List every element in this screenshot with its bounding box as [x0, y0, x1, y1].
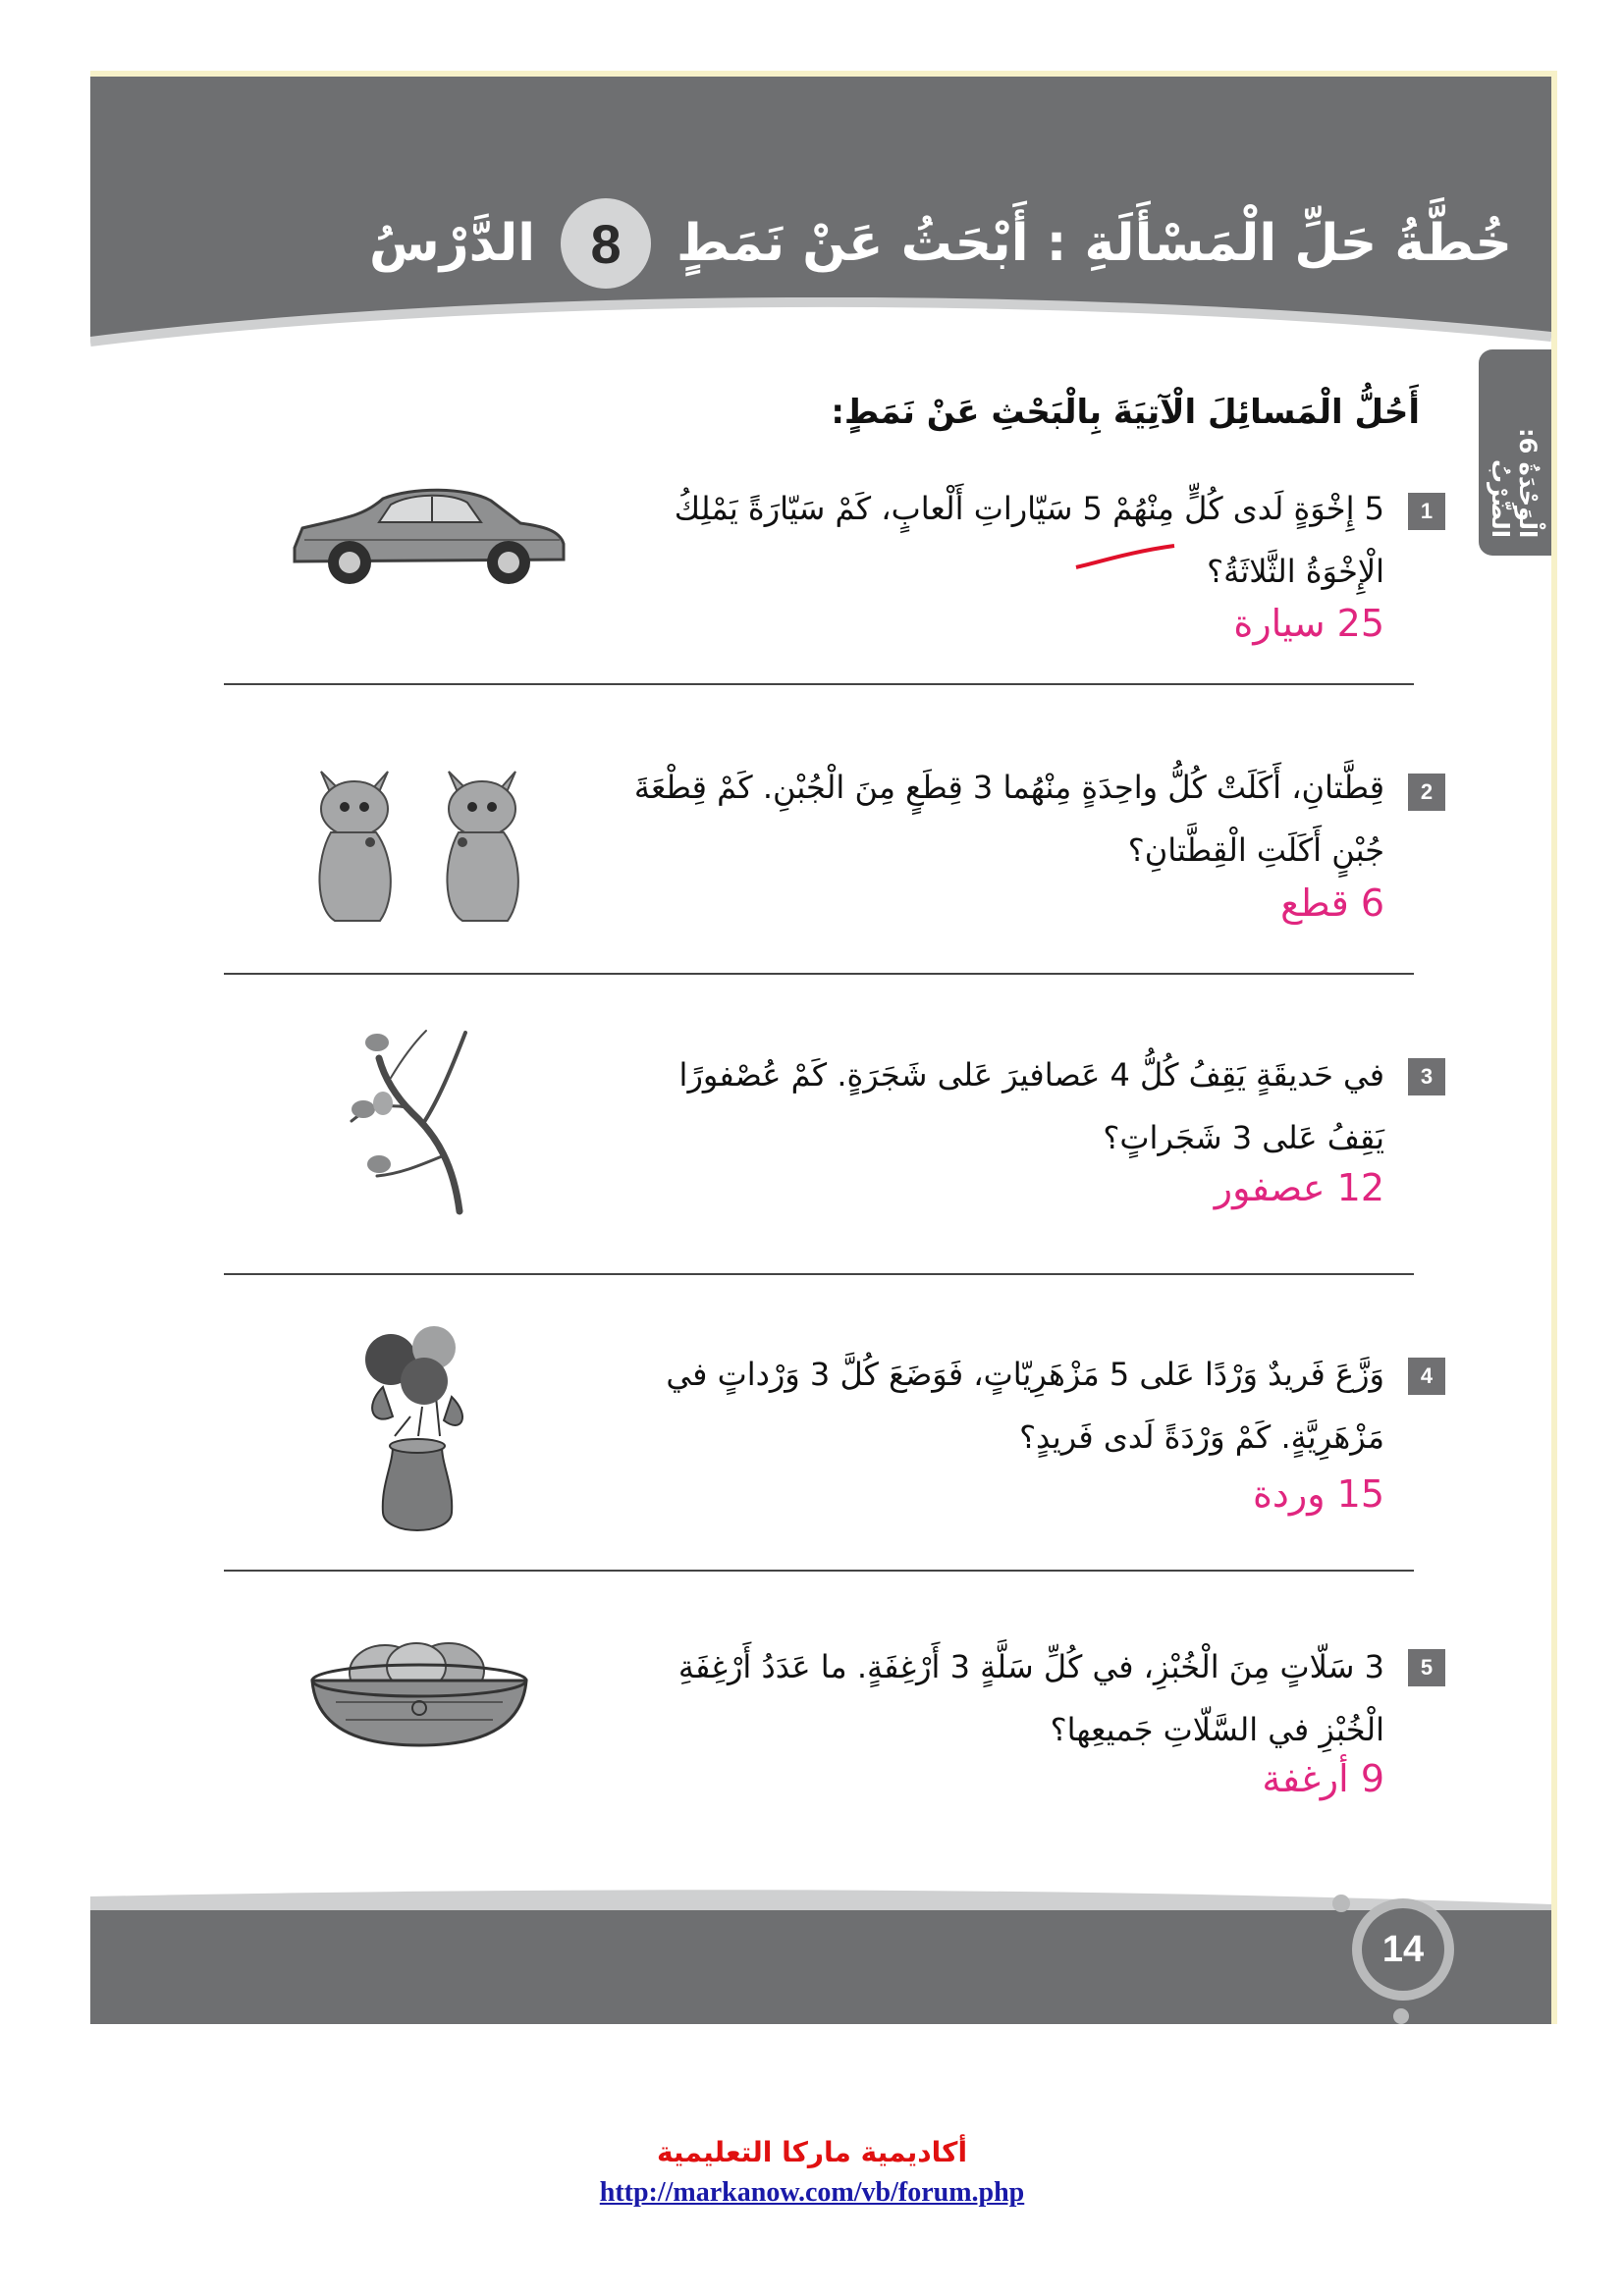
watermark-link[interactable]: http://markanow.com/vb/forum.php	[599, 2177, 1025, 2208]
page-number: 14	[1362, 1908, 1444, 1991]
footer-band	[90, 1910, 1551, 2024]
problem-answer: 25 سيارة	[1233, 602, 1384, 645]
unit-side-tab-label: الْوَحْدَةُ 6: الضَّرْبُ	[1487, 427, 1542, 538]
problem-text: في حَديقَةٍ يَقِفُ كُلُّ 4 عَصافيرَ عَلى شَجَرَةٍ. كَمْ عُصْفورًا يَقِفُ عَلى 3 شَجَراتٍ؟	[678, 1056, 1384, 1156]
tree-with-birds-illustration	[344, 1019, 501, 1215]
lesson-label: الدَّرْسُ	[368, 214, 536, 273]
problem-number-badge: 2	[1408, 774, 1445, 811]
problem-answer: 15 وردة	[1253, 1472, 1384, 1516]
problem-text: 3 سَلّاتٍ مِنَ الْخُبْزِ، في كُلِّ سَلَّةٍ 3 أَرْغِفَةٍ. ما عَدَدُ أَرْغِفَةِ الْخُبْزِ في السَّلّاتِ جَميعِها؟	[677, 1648, 1384, 1748]
separator-line	[224, 1570, 1414, 1572]
separator-line	[224, 683, 1414, 685]
decor-dot	[1332, 1895, 1350, 1912]
problem-number-badge: 5	[1408, 1649, 1445, 1686]
watermark-name: أكاديمية ماركا التعليمية	[656, 2136, 968, 2168]
problem-answer: 12 عصفور	[1214, 1166, 1384, 1209]
lesson-title-row	[369, 194, 1512, 293]
problem-text: 5 إِخْوَةٍ لَدى كُلٍّ مِنْهُمْ 5 سَيّاراتِ أَلْعابٍ، كَمْ سَيّارَةً يَمْلِكُ الْإِخْوَةُ الثَّلاثَةُ؟	[674, 490, 1384, 590]
lesson-title: خُطَّةُ حَلِّ الْمَسْأَلَةِ : أَبْحَثُ عَنْ نَمَطٍ	[677, 214, 1512, 273]
decor-dot	[1393, 2008, 1409, 2024]
problem-text: وَزَّعَ فَريدٌ وَرْدًا عَلى 5 مَزْهَرِيّاتٍ، فَوَضَعَ كُلَّ 3 وَرْداتٍ في مَزْهَرِيَّةٍ. كَمْ وَرْدَةً لَدى فَريدٍ؟	[666, 1356, 1384, 1456]
vase-with-roses-illustration	[353, 1318, 481, 1544]
problem-number-badge: 1	[1408, 493, 1445, 530]
car-illustration	[285, 479, 569, 592]
bread-basket-illustration	[306, 1624, 532, 1751]
instruction-text: أَحُلُّ الْمَسائِلَ الْآتِيَةَ بِالْبَحْثِ عَنْ نَمَطٍ:	[831, 393, 1420, 432]
problem-text: قِطَّتانِ، أَكَلَتْ كُلُّ واحِدَةٍ مِنْهُما 3 قِطَعٍ مِنَ الْجُبْنِ. كَمْ قِطْعَةَ جُبْنٍ أَكَلَتِ الْقِطَّتانِ؟	[633, 769, 1384, 869]
strike-mark	[1072, 540, 1180, 579]
worksheet-page	[90, 77, 1551, 2024]
problem-number-badge: 4	[1408, 1358, 1445, 1395]
separator-line	[224, 1273, 1414, 1275]
problem-answer: 6 قطع	[1280, 881, 1384, 925]
separator-line	[224, 973, 1414, 975]
two-cats-illustration	[301, 752, 537, 929]
problem-answer: 9 أرغفة	[1262, 1757, 1384, 1800]
lesson-number-badge: 8	[561, 198, 651, 289]
problem-number-badge: 3	[1408, 1058, 1445, 1095]
